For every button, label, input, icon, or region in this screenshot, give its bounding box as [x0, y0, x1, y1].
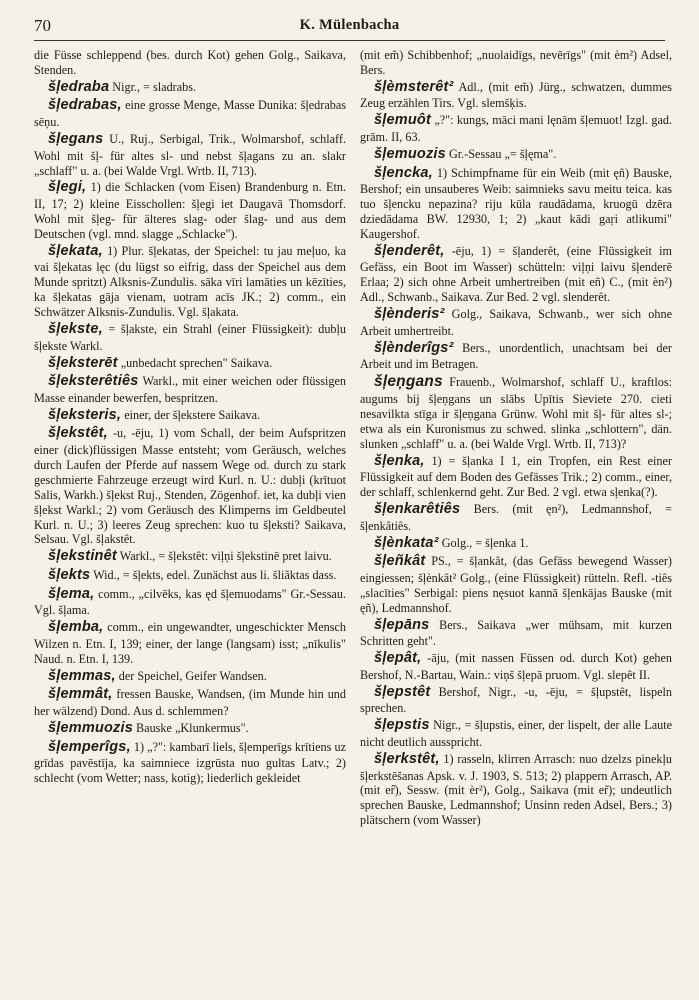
dictionary-entry [360, 306, 672, 339]
entry-text: (mit em̃) Schibbenhof; „nuolaidīgs, nevērīgs" (mit èm²) Adsel, Bers. [360, 48, 672, 77]
headword: šļènderis² [374, 306, 445, 323]
header-rule [34, 40, 665, 41]
entry-text: Adl., (mit em̃) Jürg., schwatzen, dummes Zeug erzählen Tirs. Vgl. slemšķis. [360, 79, 672, 111]
entry-text: Nigr., = šļupstis, einer, der lispelt, der alle Laute nicht deutlich ausspricht. [360, 718, 672, 749]
entry-text: die Füsse schleppend (bes. durch Kot) gehen Golg., Saikava, Stenden. [34, 48, 346, 77]
dictionary-entry [34, 373, 346, 406]
left-column [34, 48, 346, 993]
entry-text: 1) Schimpfname für ein Weib (mit ęñ) Bauske, Bershof; ein unsauberes Weib: saimnieks savu meitu teica. kas tuo šļencku nepazina? riju kūla raudādama, kruogū dzēra dziedādama BW. 12930, 1; 2) „kaut kādi gaŗi atlikumi" Kaugershof. [360, 165, 672, 241]
headword: šļèmsterêt² [374, 78, 454, 95]
headword: šļeksterēt [48, 354, 118, 371]
dictionary-entry [34, 243, 346, 320]
headword: šļema, [48, 585, 95, 602]
entry-text: 1) die Schlacken (vom Eisen) Brandenburg n. Etn. II, 17; 2) kleine Eisschollen: šļegi iet Daugavā Thomsdorf. Wohl mit šļeg- für älteres slag- oder šlag- und aus dem Deutschen (vgl. mnd. slagge „Schlacke"). [34, 180, 346, 241]
entry-text: 1) = šļanka I 1, ein Tropfen, ein Rest einer Flüssigkeit auf dem Boden des Gefässes Trik.; 2) comm., einer, der schlaff, schlenkernd geht. Zur Bed. 2 vgl. etwa sļenka(?). [360, 453, 672, 500]
headword: šļedraba [48, 78, 110, 95]
entry-text: 1) rasseln, klirren Arrasch: nuo dzelzs pinekļu šļerkstēšanas Apsk. v. J. 1903, S. 513; 2) plappern Arrasch, AP. (mit er̂), Sessw. (mit èr²), Golg., Saikava (mit er̃); undeutlich sprechen Bauske, Ledmannshof; Unsinn reden Adsel, Bers.; 3) plätschern (vom Wasser) [360, 751, 672, 828]
headword: šļepstêt [374, 683, 431, 700]
headword: šļenderêt, [374, 242, 445, 259]
dictionary-entry [34, 739, 346, 786]
entry-text: U., Ruj., Serbigal, Trik., Wolmarshof, schlaff. Wohl mit šļ- für altes sl- und nebst šļagans zu an. slakr „schlaff" u. a. (bei Walde Vrgl. Wrtb. II, 713). [34, 132, 346, 178]
headword: šļepât, [374, 650, 422, 667]
headword: šļepstis [374, 717, 430, 734]
running-title: K. Mülenbacha [299, 17, 400, 33]
entry-text: Golg., Saikava, Schwanb., wer sich ohne Arbeit umhertreibt. [360, 307, 672, 338]
headword: šļekts [48, 566, 91, 583]
entry-text: „unbedacht sprechen" Saikava. [117, 355, 273, 370]
headword: šļerkstêt, [374, 750, 440, 767]
dictionary-entry [360, 340, 672, 373]
entry-text: Bauske „Klunkermus". [133, 720, 249, 735]
headword: šļeñkât [374, 553, 426, 570]
headword: šļemmas, [48, 667, 116, 684]
entry-text: comm., ein ungewandter, ungeschickter Mensch Wilzen n. Etn. I, 139; einer, der lange (langsam) isst; „nīkulis" Naud. n. Etn. I, 139. [34, 620, 346, 666]
dictionary-entry [360, 79, 672, 112]
headword: šļènkata² [374, 534, 439, 551]
headword: šļekstêt, [48, 425, 108, 442]
entry-text: = šļakste, ein Strahl (einer Flüssigkeit): dubļu šļekste Warkl. [34, 321, 346, 353]
headword: šļemmât, [48, 686, 113, 703]
headword: šļegans [48, 131, 104, 147]
entry-text: Gr.-Sessau „= šļęma". [445, 146, 557, 161]
dictionary-entry [34, 48, 346, 78]
dictionary-entry [360, 373, 672, 451]
dictionary-entry [34, 668, 346, 686]
headword: šļeņgans [374, 373, 443, 391]
headword: šļencka, [374, 164, 433, 181]
headword: šļemuozis [374, 145, 446, 162]
dictionary-entry [360, 684, 672, 717]
dictionary-entry [360, 717, 672, 750]
page-number: 70 [34, 16, 51, 35]
entry-text: Bers. (mit ęn²), Ledmannshof, = šļenkâtiês. [360, 502, 672, 533]
dictionary-entry [34, 425, 346, 547]
entry-text: -āju, (mit nassen Füssen od. durch Kot) gehen Bershof, N.-Bartau, Wain.: viņš šļepā pruom. Vgl. slepêt II. [360, 651, 672, 682]
right-column [360, 48, 672, 993]
dictionary-entry [34, 586, 346, 619]
entry-text: Warkl., mit einer weichen oder flüssigen Masse einander bewerfen, bespritzen. [34, 374, 346, 405]
entry-text: Golg., = šļenka 1. [438, 535, 529, 550]
entry-text: -ēju, 1) = šļanderêt, (eine Flüssigkeit im Gefäss, ein Boot im Wasser) schütteln: viļņi laivu šļenderē Erlaa; 2) sich ohne Arbeit umhertreiben (mit eñ) C., (mit èn²) Adl., Schwanb., Saikava. Zur Bed. 2 vgl. slenderêt. [360, 243, 672, 305]
page-header [34, 14, 665, 38]
headword: šļenka, [374, 452, 425, 469]
dictionary-entry [360, 165, 672, 242]
headword: šļènderîgs² [374, 339, 454, 356]
headword: šļemperîgs, [48, 738, 131, 755]
entry-text: 1) „?": kambarī liels, šļemperīgs krītiens uz grīdas pavēstīja, ka saimniece izgrūsta nuo gultas Latv.; 2) schlecht (vom Wetter; nass, kotig); liederlich gekleidet [34, 739, 346, 786]
headword: šļeksterêtiês [48, 373, 139, 390]
entry-text: der Speichel, Geifer Wandsen. [115, 668, 267, 683]
dictionary-entry [360, 501, 672, 534]
dictionary-entry [34, 548, 346, 566]
dictionary-entry [360, 48, 672, 78]
dictionary-entry [360, 112, 672, 145]
dictionary-entry [360, 751, 672, 828]
headword: šļemuôt [374, 112, 431, 129]
entry-text: Bershof, Nigr., -u, -ēju, = šļupstêt, lispeln sprechen. [360, 684, 672, 716]
headword: šļekata, [48, 242, 103, 259]
headword: šļedrabas, [48, 97, 122, 114]
headword: šļekste, [48, 320, 103, 337]
dictionary-entry [360, 243, 672, 305]
dictionary-entry [34, 97, 346, 130]
dictionary-entry [360, 650, 672, 683]
entry-text: PS., = šļankât, (das Gefäss bewegend Wasser) eingiessen; šļènkât² Golg., (eine Flüssigkeit) rütteln. Refl. -tiês „slacīties" Serbigal: piens nęsuot kannā šļenkājas Bauske (mit ęñ), Ledmannshof. [360, 554, 672, 615]
entry-text: 1) Plur. šļekatas, der Speichel: tu jau meļuo, ka vai šļekatas lęc (du lügst so eifrig, dass der Speichel aus dem Munde spritzt) Alksnis-Zundulis. sāka vīri lamāties un kēzīties, ka šļekatas gāja vienam, uotram acīs JK.; 2) comm., ein Schwätzer Alksnis-Zundulis. Vgl. šļakata. [34, 243, 346, 320]
dictionary-entry [360, 617, 672, 650]
entry-text: Bers., Saikava „wer mühsam, mit kurzen Schritten geht". [360, 617, 672, 649]
headword: šļegi, [48, 179, 87, 196]
entry-text: „?": kungs, māci mani lęnām šļemuot! Izgl. gad. grām. II, 63. [360, 113, 672, 144]
entry-text: Wid., = šļekts, edel. Zunächst aus li. šliãktas dass. [90, 567, 337, 582]
entry-text: Frauenb., Wolmarshof, schlaff U., kraftlos: augums bij šļeņgans un slābs Upītis Sieviete 270. cieti nesavilkta stīga ir šļeņgana Grünw. Wohl mit šļ- für altes sl-; etwa als ein Kuronismus zu schwed. slinka „schlottern", dän. slunken „schlaff" u. a. (bei Walde Vrgl. Wrtb. II, 713)? [360, 375, 672, 451]
entry-text: Bers., unordentlich, unachtsam bei der Arbeit und im Betragen. [360, 340, 672, 372]
entry-text: Nigr., = sladrabs. [109, 79, 197, 94]
dictionary-entry [34, 179, 346, 241]
entry-text: fressen Bauske, Wandsen, (im Munde hin und her wälzend) Dond. Aus d. schlemmen? [34, 687, 346, 718]
dictionary-entry [34, 407, 346, 425]
dictionary-entry [360, 146, 672, 164]
dictionary-entry [34, 79, 346, 97]
entry-text: Warkl., = šļekstêt: viļņi šļekstinē pret laivu. [116, 549, 332, 564]
dictionary-entry [360, 453, 672, 500]
dictionary-entry [34, 355, 346, 373]
headword: šļemba, [48, 619, 104, 636]
headword: šļenkarêtiês [374, 501, 461, 518]
headword: šļeksteris, [48, 406, 122, 423]
entry-text: comm., „cilvēks, kas ęd šļemuodams" Gr.-Sessau. Vgl. šļama. [34, 586, 346, 618]
entry-text: eine grosse Menge, Masse Dunika: šļedrabas sēņu. [34, 98, 346, 130]
dictionary-entry [34, 567, 346, 585]
entry-text: einer, der šļekstere Saikava. [121, 407, 261, 422]
dictionary-entry [34, 686, 346, 719]
entry-text: -u, -ēju, 1) vom Schall, der beim Aufspritzen einer (dick)flüssigen Masse entsteht; vom Geräusch, welches durch Laufen der Pferde auf nassem Wege od. durch zu stark geschmierte Fahrzeuge erzeugt wird Kurl. n. U.: dubļi (krītuot Salis, Warkh.) šļekst Ruj., Stenden, Zögenhof. iet, ka dubļi vien šļekst Warkl.; 2) vom Geräusch des Klimperns im Geldbeutel Kurl. n. U.; 3) leeres Zeug sprechen: kuo tu šļeksti? Saikava, Selsau. Vgl. šļakstêt. [34, 426, 346, 547]
headword: šļekstinêt [48, 548, 117, 565]
headword: šļepāns [374, 616, 430, 633]
dictionary-entry [360, 535, 672, 553]
dictionary-entry [360, 553, 672, 615]
dictionary-entry [34, 720, 346, 738]
headword: šļemmuozis [48, 719, 133, 736]
dictionary-entry [34, 619, 346, 666]
dictionary-entry [34, 321, 346, 354]
dictionary-entry [34, 131, 346, 178]
